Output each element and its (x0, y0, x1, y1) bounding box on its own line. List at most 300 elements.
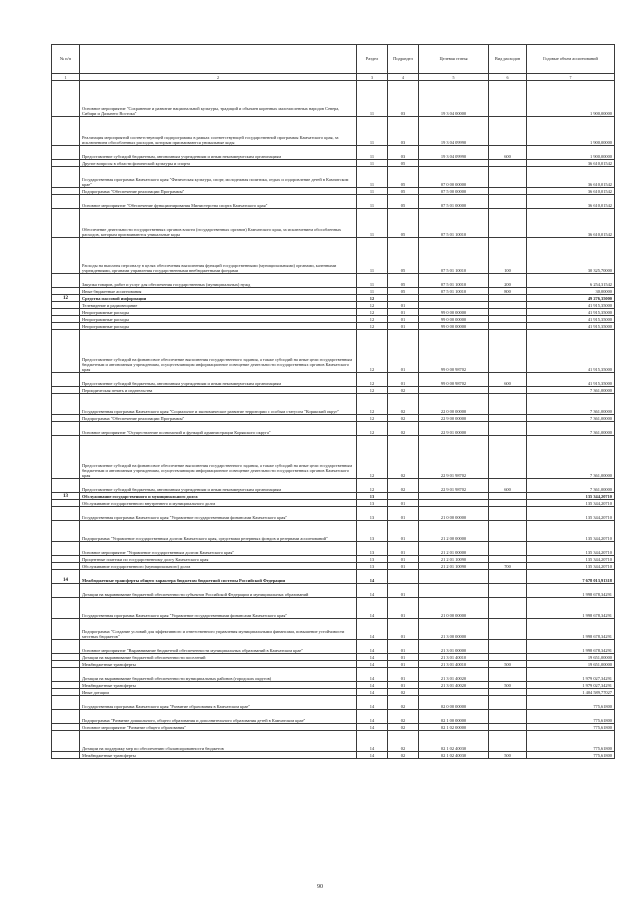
row-subsection-cell (388, 570, 419, 584)
row-number-cell (52, 81, 80, 117)
row-name-cell: Средства массовой информации (80, 295, 357, 302)
row-amount-cell: 36 610,01542 (527, 160, 615, 167)
row-section-cell: 11 (357, 167, 388, 188)
table-row (52, 521, 615, 542)
row-target-cell (419, 160, 489, 167)
row-type-cell (489, 584, 527, 598)
row-type-cell (489, 668, 527, 682)
row-amount-cell: 7 361,00000 (527, 387, 615, 394)
header-amount: Годовые объем ассигнований (527, 45, 615, 74)
row-target-cell: 07 5 01 00000 (419, 195, 489, 209)
table-row (52, 661, 615, 668)
row-section-cell: 14 (357, 682, 388, 689)
row-type-cell: 600 (489, 479, 527, 493)
row-type-cell (489, 330, 527, 373)
row-type-cell (489, 117, 527, 146)
row-amount-cell: 36 610,01542 (527, 209, 615, 238)
table-row (52, 373, 615, 387)
row-number-cell (52, 640, 80, 654)
row-number-cell (52, 274, 80, 288)
row-name-cell: Подпрограмма "Развитие дошкольного, общего образования и дополнительного образования детей в Камчатском крае" (80, 710, 357, 724)
row-number-cell (52, 556, 80, 563)
row-target-cell: 21 0 00 00000 (419, 507, 489, 521)
row-amount-cell: 1 998 678,34291 (527, 640, 615, 654)
row-name-cell: Межбюджетные трансферты (80, 752, 357, 759)
row-number-cell (52, 422, 80, 436)
row-type-cell (489, 195, 527, 209)
row-number-cell: 12 (52, 295, 80, 302)
row-target-cell: 02 1 00 00000 (419, 710, 489, 724)
row-amount-cell: 30 325,70000 (527, 238, 615, 274)
table-row (52, 309, 615, 316)
row-section-cell: 13 (357, 493, 388, 500)
row-amount-cell: 6 254,31542 (527, 274, 615, 288)
row-type-cell (489, 556, 527, 563)
table-row (52, 394, 615, 415)
row-type-cell (489, 160, 527, 167)
row-type-cell (489, 81, 527, 117)
row-subsection-cell: 01 (388, 521, 419, 542)
row-amount-cell: 41 915,35000 (527, 302, 615, 309)
row-target-cell (419, 387, 489, 394)
row-amount-cell: 775,61800 (527, 731, 615, 752)
row-type-cell (489, 209, 527, 238)
row-amount-cell: 41 915,35000 (527, 309, 615, 316)
row-subsection-cell: 02 (388, 479, 419, 493)
row-number-cell (52, 146, 80, 160)
table-row (52, 689, 615, 696)
row-name-cell: Периодическая печать и издательства (80, 387, 357, 394)
row-name-cell: Другие вопросы в области физической культуры и спорта (80, 160, 357, 167)
header-name (80, 45, 357, 74)
row-type-cell: 600 (489, 373, 527, 387)
row-type-cell (489, 323, 527, 330)
row-section-cell: 12 (357, 295, 388, 302)
column-index: 5 (419, 74, 489, 81)
row-amount-cell: 7 361,00000 (527, 394, 615, 415)
row-name-cell: Непрограммные расходы (80, 323, 357, 330)
row-section-cell: 12 (357, 436, 388, 479)
row-name-cell: Основное мероприятие "Управление государственным долгом Камчатского края" (80, 542, 357, 556)
row-amount-cell: 1 998 678,34291 (527, 619, 615, 640)
table-row (52, 682, 615, 689)
row-subsection-cell: 01 (388, 556, 419, 563)
row-type-cell (489, 422, 527, 436)
budget-allocation-table (51, 44, 615, 759)
row-type-cell: 200 (489, 274, 527, 288)
row-subsection-cell: 01 (388, 507, 419, 521)
row-section-cell: 14 (357, 584, 388, 598)
table-header-row (52, 45, 615, 74)
row-subsection-cell: 03 (388, 146, 419, 160)
row-number-cell (52, 195, 80, 209)
row-number-cell (52, 500, 80, 507)
row-amount-cell: 1 900,00000 (527, 146, 615, 160)
row-subsection-cell: 05 (388, 160, 419, 167)
row-number-cell (52, 479, 80, 493)
row-subsection-cell: 01 (388, 323, 419, 330)
row-target-cell: 07 5 01 10010 (419, 209, 489, 238)
row-section-cell: 12 (357, 323, 388, 330)
row-type-cell (489, 188, 527, 195)
table-row (52, 422, 615, 436)
table-row (52, 160, 615, 167)
row-section-cell: 13 (357, 563, 388, 570)
row-section-cell: 11 (357, 238, 388, 274)
table-row (52, 731, 615, 752)
table-row (52, 668, 615, 682)
row-type-cell: 500 (489, 661, 527, 668)
table-row (52, 570, 615, 584)
row-amount-cell: 135 344,20710 (527, 521, 615, 542)
row-target-cell: 07 5 01 10010 (419, 288, 489, 295)
row-target-cell: 02 1 02 40030 (419, 752, 489, 759)
header-num: № п/п (52, 45, 80, 74)
row-name-cell: Подпрограмма "Создание условий для эффективного и ответственного управления муниципальными финансами, повышение устойчивости местных бюджетов" (80, 619, 357, 640)
row-number-cell (52, 710, 80, 724)
row-section-cell: 11 (357, 195, 388, 209)
row-name-cell: Межбюджетные трансферты общего характера бюджетам бюджетной системы Российской Федерации (80, 570, 357, 584)
row-name-cell: Основное мероприятие "Обеспечение функционирования Министерства спорта Камчатского края" (80, 195, 357, 209)
row-target-cell: 19 3 04 00000 (419, 81, 489, 117)
row-subsection-cell: 02 (388, 752, 419, 759)
row-target-cell: 21 3 01 00000 (419, 640, 489, 654)
row-target-cell: 21 3 00 00000 (419, 619, 489, 640)
header-target: Целевая статья (419, 45, 489, 74)
table-row (52, 330, 615, 373)
row-number-cell (52, 598, 80, 619)
row-section-cell: 14 (357, 724, 388, 731)
row-name-cell: Непрограммные расходы (80, 316, 357, 323)
table-row (52, 436, 615, 479)
row-name-cell: Основное мероприятие "Сохранение и развитие национальной культуры, традиций и обычаев коренных малочисленных народов Севера, Сибири и Дальнего Востока" (80, 81, 357, 117)
row-target-cell: 99 0 00 00000 (419, 309, 489, 316)
row-subsection-cell: 05 (388, 167, 419, 188)
row-name-cell: Государственная программа Камчатского края "Социальное и экономическое развитие территории с особым статусом "Корякский округ" (80, 394, 357, 415)
row-subsection-cell: 02 (388, 689, 419, 696)
row-amount-cell: 7 361,00000 (527, 415, 615, 422)
row-target-cell (419, 584, 489, 598)
row-name-cell: Государственная программа Камчатского края "Развитие образования в Камчатском крае" (80, 696, 357, 710)
row-name-cell: Иные бюджетные ассигнования (80, 288, 357, 295)
row-section-cell: 14 (357, 661, 388, 668)
table-row (52, 563, 615, 570)
row-amount-cell: 135 344,20710 (527, 542, 615, 556)
row-section-cell: 14 (357, 640, 388, 654)
table-row (52, 188, 615, 195)
row-target-cell: 02 1 02 00000 (419, 724, 489, 731)
table-row (52, 500, 615, 507)
row-amount-cell: 135 344,20710 (527, 493, 615, 500)
row-name-cell: Предоставление субсидий бюджетным, автономным учреждениям и иным некоммерческим организациям (80, 479, 357, 493)
row-name-cell: Основное мероприятие "Выравнивание бюджетной обеспеченности муниципальных образований в Камчатском крае" (80, 640, 357, 654)
row-target-cell: 99 0 00 00000 (419, 316, 489, 323)
row-subsection-cell: 01 (388, 500, 419, 507)
row-subsection-cell: 05 (388, 238, 419, 274)
page-number: 90 (317, 884, 323, 890)
row-target-cell: 22 9 01 98702 (419, 436, 489, 479)
row-type-cell (489, 640, 527, 654)
row-amount-cell: 30,00000 (527, 288, 615, 295)
column-index-row (52, 74, 615, 81)
row-subsection-cell: 03 (388, 81, 419, 117)
row-name-cell: Иные дотации (80, 689, 357, 696)
row-section-cell: 11 (357, 288, 388, 295)
row-type-cell (489, 689, 527, 696)
row-name-cell: Предоставление субсидий на финансовое обеспечение выполнения государственного задания, а также субсидий на иные цели государственным бюджетным и автономным учреждениям, осуществляющим информационное освещение деятельности государственных органов Камчатского края (80, 330, 357, 373)
row-amount-cell: 1 998 678,34291 (527, 598, 615, 619)
table-row (52, 584, 615, 598)
row-name-cell: Основное мероприятие "Осуществление полномочий и функций администрации Корякского округа" (80, 422, 357, 436)
row-subsection-cell: 01 (388, 563, 419, 570)
row-amount-cell: 19 651,00000 (527, 654, 615, 661)
row-subsection-cell: 01 (388, 654, 419, 661)
row-target-cell (419, 689, 489, 696)
row-target-cell: 21 3 01 40010 (419, 654, 489, 661)
row-subsection-cell: 02 (388, 696, 419, 710)
row-section-cell: 12 (357, 330, 388, 373)
row-name-cell: Государственная программа Камчатского края "Физическая культура, спорт, молодежная политика, отдых и оздоровление детей в Камчатском крае" (80, 167, 357, 188)
table-row (52, 288, 615, 295)
row-type-cell (489, 394, 527, 415)
row-number-cell (52, 330, 80, 373)
row-section-cell: 12 (357, 387, 388, 394)
row-section-cell: 12 (357, 302, 388, 309)
row-number-cell (52, 689, 80, 696)
row-type-cell (489, 696, 527, 710)
row-subsection-cell: 01 (388, 661, 419, 668)
row-section-cell: 12 (357, 316, 388, 323)
row-number-cell (52, 682, 80, 689)
row-number-cell (52, 373, 80, 387)
row-subsection-cell: 02 (388, 387, 419, 394)
row-subsection-cell (388, 295, 419, 302)
row-amount-cell: 1 979 027,34291 (527, 668, 615, 682)
row-number-cell (52, 619, 80, 640)
row-subsection-cell: 05 (388, 188, 419, 195)
row-subsection-cell: 01 (388, 542, 419, 556)
table-row (52, 209, 615, 238)
row-amount-cell: 135 344,20710 (527, 507, 615, 521)
row-number-cell (52, 521, 80, 542)
row-name-cell: Дотации на выравнивание бюджетной обеспеченности субъектов Российской Федерации и муниципальных образований (80, 584, 357, 598)
row-section-cell: 12 (357, 479, 388, 493)
row-target-cell (419, 570, 489, 584)
row-type-cell (489, 731, 527, 752)
row-target-cell: 07 5 00 00000 (419, 188, 489, 195)
row-type-cell (489, 507, 527, 521)
column-index: 7 (527, 74, 615, 81)
row-section-cell: 13 (357, 542, 388, 556)
row-amount-cell: 7 361,00000 (527, 479, 615, 493)
row-number-cell: 13 (52, 493, 80, 500)
row-name-cell: Обеспечение деятельности государственных органов власти (государственных органов) Камчатского края, за исключением обособленных расходов, которым присваиваются уникальные коды (80, 209, 357, 238)
row-number-cell (52, 542, 80, 556)
row-amount-cell: 7 361,00000 (527, 422, 615, 436)
row-amount-cell: 775,61800 (527, 752, 615, 759)
row-number-cell: 14 (52, 570, 80, 584)
header-section: Раздел (357, 45, 388, 74)
table-row (52, 696, 615, 710)
column-index: 2 (80, 74, 357, 81)
row-amount-cell: 36 610,01542 (527, 167, 615, 188)
row-type-cell (489, 598, 527, 619)
row-target-cell: 21 2 01 00000 (419, 542, 489, 556)
table-row (52, 752, 615, 759)
row-section-cell: 11 (357, 274, 388, 288)
row-number-cell (52, 668, 80, 682)
row-type-cell (489, 167, 527, 188)
row-section-cell: 13 (357, 500, 388, 507)
row-type-cell (489, 724, 527, 731)
row-subsection-cell: 05 (388, 209, 419, 238)
table-row (52, 542, 615, 556)
row-name-cell: Реализация мероприятий соответствующей подпрограммы в рамках соответствующей государственной программы Камчатского края, за исключением обособленных расходов, которым присваиваются уникальные коды (80, 117, 357, 146)
column-index: 6 (489, 74, 527, 81)
header-subsection: Подраздел (388, 45, 419, 74)
row-name-cell: Государственная программа Камчатского края "Управление государственными финансами Камчатского края" (80, 507, 357, 521)
row-section-cell: 14 (357, 619, 388, 640)
row-name-cell: Основное мероприятие "Развитие общего образования" (80, 724, 357, 731)
table-row (52, 479, 615, 493)
row-section-cell: 14 (357, 654, 388, 661)
row-target-cell: 21 2 01 10090 (419, 563, 489, 570)
row-target-cell (419, 302, 489, 309)
column-index: 4 (388, 74, 419, 81)
row-section-cell: 12 (357, 309, 388, 316)
row-amount-cell: 41 915,35000 (527, 330, 615, 373)
row-amount-cell: 36 610,01542 (527, 188, 615, 195)
row-amount-cell: 775,61800 (527, 710, 615, 724)
row-name-cell: Непрограммные расходы (80, 309, 357, 316)
row-amount-cell: 7 361,00000 (527, 436, 615, 479)
row-subsection-cell: 02 (388, 710, 419, 724)
row-type-cell (489, 619, 527, 640)
row-name-cell: Дотации на выравнивание бюджетной обеспеченности муниципальных районов (городских округов) (80, 668, 357, 682)
row-name-cell: Закупка товаров, работ и услуг для обеспечения государственных (муниципальных) нужд (80, 274, 357, 288)
row-target-cell: 99 0 00 98702 (419, 373, 489, 387)
row-section-cell: 12 (357, 394, 388, 415)
row-number-cell (52, 507, 80, 521)
row-amount-cell: 1 998 678,34291 (527, 584, 615, 598)
row-type-cell (489, 316, 527, 323)
row-amount-cell: 41 915,35000 (527, 373, 615, 387)
row-number-cell (52, 117, 80, 146)
row-number-cell (52, 696, 80, 710)
row-name-cell: Обслуживание государственного внутреннего и муниципального долга (80, 500, 357, 507)
table-row (52, 507, 615, 521)
row-amount-cell: 775,61800 (527, 696, 615, 710)
row-type-cell (489, 570, 527, 584)
row-number-cell (52, 436, 80, 479)
row-section-cell: 12 (357, 422, 388, 436)
row-section-cell: 11 (357, 81, 388, 117)
column-index: 1 (52, 74, 80, 81)
table-row (52, 167, 615, 188)
row-subsection-cell: 01 (388, 682, 419, 689)
row-type-cell (489, 302, 527, 309)
table-row (52, 724, 615, 731)
row-name-cell: Государственная программа Камчатского края "Управление государственными финансами Камчатского края" (80, 598, 357, 619)
row-number-cell (52, 387, 80, 394)
row-section-cell: 11 (357, 146, 388, 160)
row-name-cell: Процентные платежи по государственному долгу Камчатского края (80, 556, 357, 563)
row-target-cell (419, 500, 489, 507)
table-row (52, 619, 615, 640)
row-subsection-cell: 05 (388, 288, 419, 295)
row-section-cell: 13 (357, 507, 388, 521)
row-amount-cell: 1 900,00000 (527, 117, 615, 146)
row-number-cell (52, 394, 80, 415)
row-target-cell: 21 3 01 40020 (419, 682, 489, 689)
row-subsection-cell: 01 (388, 584, 419, 598)
row-subsection-cell: 02 (388, 422, 419, 436)
row-target-cell: 99 0 00 98702 (419, 330, 489, 373)
row-amount-cell: 19 651,00000 (527, 661, 615, 668)
table-row (52, 81, 615, 117)
row-number-cell (52, 584, 80, 598)
row-subsection-cell: 01 (388, 302, 419, 309)
row-target-cell: 21 3 01 40020 (419, 668, 489, 682)
row-name-cell: Предоставление субсидий бюджетным, автономным учреждениям и иным некоммерческим организациям (80, 373, 357, 387)
row-name-cell: Телевидение и радиовещание (80, 302, 357, 309)
row-number-cell (52, 160, 80, 167)
table-row (52, 274, 615, 288)
row-target-cell: 02 0 00 00000 (419, 696, 489, 710)
row-section-cell: 14 (357, 668, 388, 682)
row-target-cell: 21 3 01 40010 (419, 661, 489, 668)
row-type-cell (489, 500, 527, 507)
row-name-cell: Обслуживание государственного (муниципального) долга (80, 563, 357, 570)
row-subsection-cell: 02 (388, 724, 419, 731)
row-type-cell: 700 (489, 563, 527, 570)
row-number-cell (52, 415, 80, 422)
row-type-cell: 100 (489, 238, 527, 274)
row-number-cell (52, 316, 80, 323)
row-section-cell: 14 (357, 570, 388, 584)
row-name-cell: Предоставление субсидий на финансовое обеспечение выполнения государственного задания, а также субсидий на иные цели государственным бюджетным и автономным учреждениям, осуществляющим информационное освещение деятельности государственных органов Камчатского края (80, 436, 357, 479)
row-target-cell: 22 9 01 98702 (419, 479, 489, 493)
table-row (52, 387, 615, 394)
row-name-cell: Расходы на выплаты персоналу в целях обеспечения выполнения функций государственными (муниципальными) органами, казенными учреждениями, органами управления государственными внебюджетными фондами (80, 238, 357, 274)
row-subsection-cell: 01 (388, 598, 419, 619)
table-row (52, 710, 615, 724)
row-section-cell: 14 (357, 689, 388, 696)
table-row (52, 598, 615, 619)
row-section-cell: 14 (357, 710, 388, 724)
row-type-cell (489, 710, 527, 724)
row-number-cell (52, 661, 80, 668)
row-subsection-cell: 02 (388, 436, 419, 479)
row-subsection-cell: 01 (388, 640, 419, 654)
row-section-cell: 12 (357, 373, 388, 387)
row-number-cell (52, 309, 80, 316)
row-section-cell: 12 (357, 415, 388, 422)
row-name-cell: Межбюджетные трансферты (80, 661, 357, 668)
row-section-cell: 14 (357, 598, 388, 619)
row-section-cell: 14 (357, 731, 388, 752)
row-type-cell (489, 415, 527, 422)
row-target-cell: 21 0 00 00000 (419, 598, 489, 619)
row-amount-cell: 7 678 013,91318 (527, 570, 615, 584)
row-section-cell: 11 (357, 160, 388, 167)
row-number-cell (52, 724, 80, 731)
row-target-cell: 99 0 00 00000 (419, 323, 489, 330)
row-type-cell (489, 309, 527, 316)
row-subsection-cell: 05 (388, 274, 419, 288)
row-section-cell: 14 (357, 752, 388, 759)
table-row (52, 323, 615, 330)
